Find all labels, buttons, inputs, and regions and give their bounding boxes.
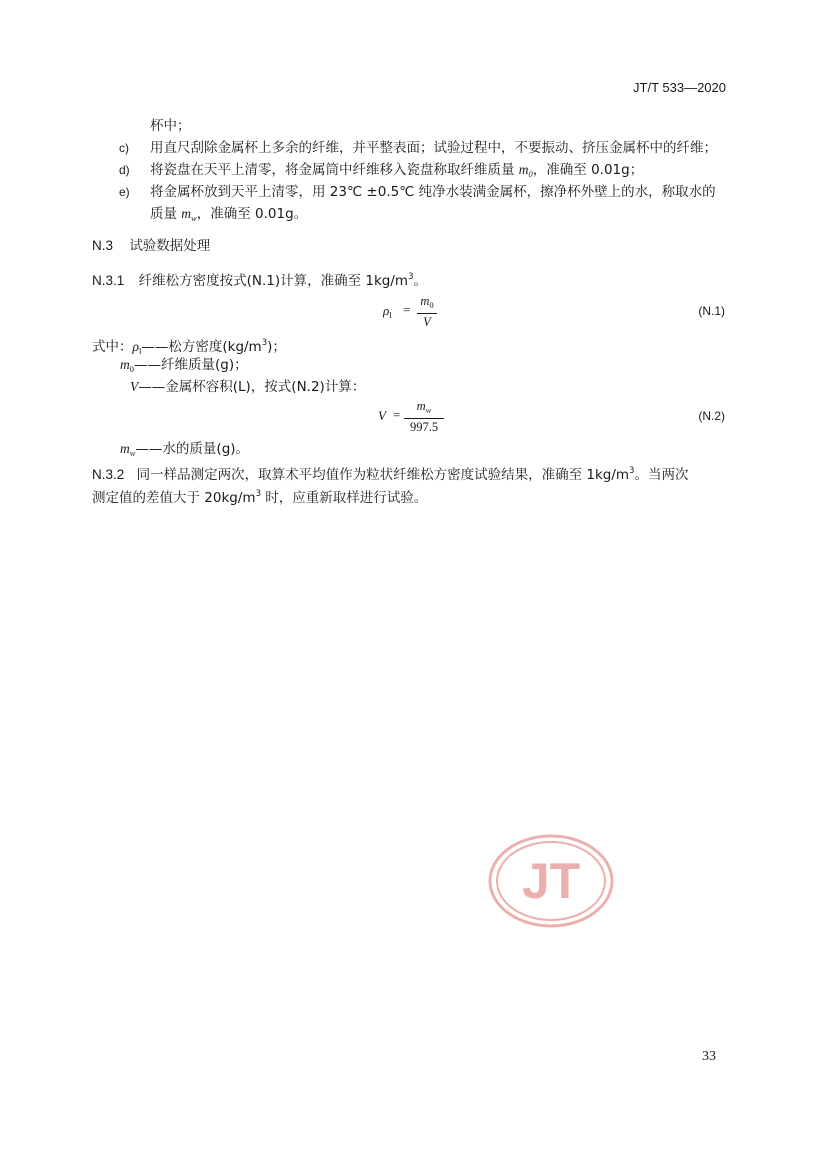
- list-item-e-line1: 将金属杯放到天平上清零，用 23℃ ±0.5℃ 纯净水装满金属杯，擦净杯外壁上的水，称取水的: [150, 184, 716, 200]
- equation-n1-equals: =: [403, 302, 411, 317]
- equation-n2-lhs: V: [378, 408, 386, 423]
- rho-glyph: ρ: [132, 339, 139, 354]
- equation-n2-equals: =: [393, 407, 401, 422]
- list-item-d-text-b: ，准确至 0.01g；: [532, 162, 644, 178]
- m0-symbol: [120, 357, 134, 372]
- symbol-mw: [181, 206, 196, 221]
- superscript-3: 3: [255, 489, 261, 499]
- watermark-seal-icon: [487, 833, 615, 929]
- list-item-c: 用直尺刮除金属杯上多余的纤维，并平整表面；试验过程中，不要振动、挤压金属杯中的纤维；: [150, 140, 717, 156]
- rho-description-a: ——松方密度(kg/m: [141, 339, 262, 355]
- list-item-d-text-a: 将瓷盘在天平上清零，将金属筒中纤维移入瓷盘称取纤维质量: [150, 162, 519, 178]
- section-heading-n3: [92, 237, 210, 255]
- list-marker-d: d): [119, 163, 130, 177]
- v-symbol: V: [130, 379, 139, 394]
- subscript-0: 0: [129, 364, 134, 374]
- symbol-m: m: [518, 162, 529, 177]
- item-b-continuation: 杯中；: [150, 118, 191, 134]
- equation-n1-label: (N.1): [698, 304, 725, 318]
- subscript-w: w: [425, 405, 432, 415]
- equation-n1-lhs: [383, 303, 392, 320]
- clause-number: N.3.2: [92, 467, 125, 482]
- section-number: N.3: [92, 238, 114, 253]
- superscript-3: 3: [408, 272, 414, 282]
- clause-n31: [92, 268, 427, 290]
- clause-text-a: 纤维松方密度按式(N.1)计算，准确至 1kg/m: [138, 273, 409, 289]
- clause-number: N.3.1: [92, 273, 125, 288]
- rho-symbol: ρ: [383, 303, 390, 318]
- clause-text-b: 。: [413, 273, 427, 289]
- fraction-numerator: [417, 294, 437, 312]
- fraction-denominator: V: [423, 315, 431, 329]
- clause-n32-line1: [92, 462, 688, 484]
- fraction-numerator: [404, 399, 444, 417]
- list-marker-e: e): [119, 185, 130, 199]
- subscript-0: 0: [429, 300, 434, 310]
- rho-description-b: )；: [267, 339, 286, 355]
- subscript-0: 0: [528, 169, 533, 179]
- page-number: 33: [702, 1049, 716, 1064]
- fraction-bar: [404, 418, 444, 419]
- list-marker-c: c): [119, 141, 129, 155]
- symbol-m: m: [181, 206, 192, 221]
- equation-n1-fraction: [417, 294, 437, 329]
- clause-n32-line2: [92, 485, 427, 507]
- section-title: 试验数据处理: [129, 238, 211, 254]
- jt-watermark-logo: [487, 833, 615, 929]
- clause-text-b: 。当两次: [634, 467, 689, 483]
- list-item-e-text-a: 质量: [150, 206, 182, 222]
- subscript-w: w: [129, 448, 136, 458]
- where-mw-line: [120, 440, 249, 462]
- symbol-m0: [519, 162, 533, 177]
- clause-text-a: 同一样品测定两次，取算术平均值作为粒状纤维松方密度试验结果，准确至 1kg/m: [136, 467, 630, 483]
- subscript-w: w: [191, 213, 197, 223]
- rho-subscript: l: [389, 310, 392, 320]
- fraction-bar: [417, 313, 437, 314]
- watermark-text: JT: [521, 853, 581, 909]
- m0-description: ——纤维质量(g)；: [134, 357, 248, 373]
- where-m0-line: [120, 356, 248, 378]
- where-v-line: [130, 378, 365, 396]
- list-item-d: [150, 161, 643, 183]
- symbol-m: m: [120, 357, 130, 372]
- mw-description: ——水的质量(g)。: [135, 441, 250, 457]
- where-prefix: 式中：: [92, 339, 133, 355]
- fraction-denominator: 997.5: [409, 420, 439, 434]
- list-item-e-line2: [150, 205, 307, 227]
- v-description: ——金属杯容积(L)，按式(N.2)计算：: [138, 379, 366, 395]
- mw-symbol: [120, 441, 135, 456]
- equation-n2-label: (N.2): [698, 409, 725, 423]
- clause-line2-b: 时，应重新取样进行试验。: [260, 490, 428, 506]
- symbol-m: m: [420, 294, 430, 308]
- rho-subscript: l: [138, 346, 142, 356]
- equation-n2-fraction: [404, 399, 444, 434]
- list-item-e-text-b: ，准确至 0.01g。: [196, 206, 308, 222]
- clause-line2-a: 测定值的差值大于 20kg/m: [92, 490, 256, 506]
- superscript-3: 3: [629, 466, 635, 476]
- symbol-m: m: [416, 399, 426, 413]
- symbol-m: m: [120, 441, 130, 456]
- document-code: JT/T 533—2020: [633, 80, 726, 95]
- superscript-3: 3: [261, 338, 268, 348]
